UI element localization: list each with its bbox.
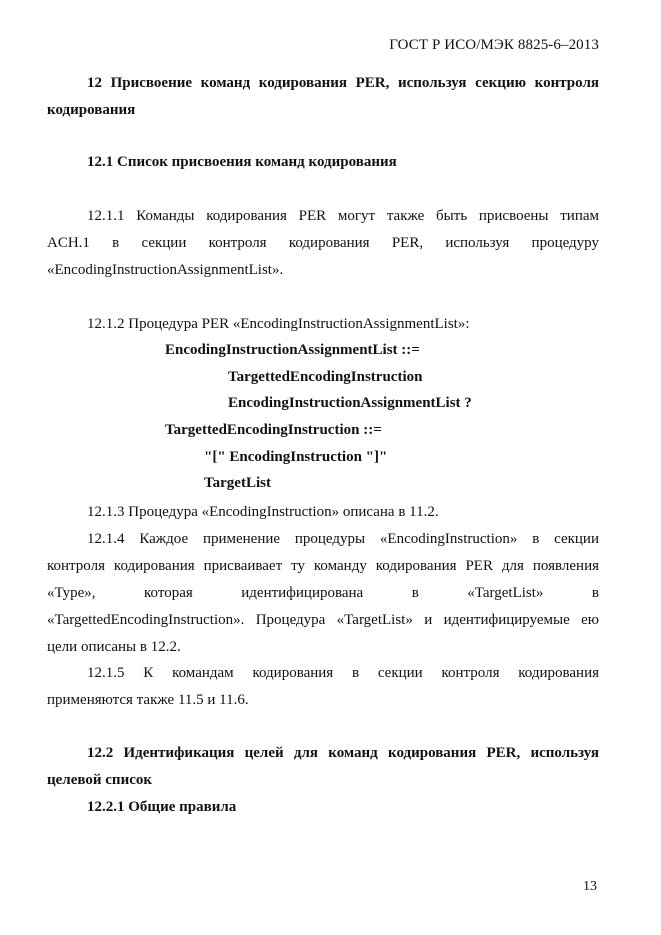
paragraph-12-1-2 bbox=[47, 311, 599, 338]
paragraph-12-1-1-line1: 12.1.1 Команды кодирования PER могут также быть присвоены типам bbox=[87, 208, 599, 224]
section-12-title-line1: 12 Присвоение команд кодирования PER, используя секцию контроля bbox=[87, 75, 599, 91]
paragraph-12-1-2-text: 12.1.2 Процедура PER «EncodingInstructionAssignmentList»: bbox=[87, 316, 470, 332]
section-12-title-line2: кодирования bbox=[47, 102, 136, 118]
section-12-2-title-line1: 12.2 Идентификация целей для команд кодирования PER, используя bbox=[87, 745, 599, 761]
paragraph-12-1-4-line5: цели описаны в 12.2. bbox=[47, 639, 181, 655]
section-12-title bbox=[47, 70, 599, 124]
code-line-5: "[" EncodingInstruction "]" bbox=[204, 449, 388, 465]
section-12-2-1-title: 12.2.1 Общие правила bbox=[87, 799, 237, 815]
section-12-1-title-text: 12.1 Список присвоения команд кодирования bbox=[87, 154, 397, 170]
paragraph-12-1-5-line2: применяются также 11.5 и 11.6. bbox=[47, 692, 249, 708]
paragraph-12-1-3 bbox=[47, 499, 599, 526]
code-line-3: EncodingInstructionAssignmentList ? bbox=[228, 395, 472, 411]
code-line-2: TargettedEncodingInstruction bbox=[228, 369, 423, 385]
section-12-1-title bbox=[47, 149, 599, 176]
paragraph-12-1-5-line1: 12.1.5 К командам кодирования в секции контроля кодирования bbox=[87, 665, 599, 681]
paragraph-12-1-5 bbox=[47, 660, 599, 714]
section-12-2-title-line2: целевой список bbox=[47, 772, 153, 788]
code-line-6: TargetList bbox=[204, 475, 271, 491]
section-12-2-title bbox=[47, 740, 599, 821]
paragraph-12-1-4-line1: 12.1.4 Каждое применение процедуры «EncodingInstruction» в секции bbox=[87, 531, 599, 547]
paragraph-12-1-4 bbox=[47, 526, 599, 661]
standard-header: ГОСТ Р ИСО/МЭК 8825-6–2013 bbox=[389, 37, 599, 53]
paragraph-12-1-1-line3: «EncodingInstructionAssignmentList». bbox=[47, 262, 284, 278]
paragraph-12-1-1-line2: ACH.1 в секции контроля кодирования PER, используя процедуру bbox=[47, 235, 599, 251]
page-number: 13 bbox=[583, 879, 597, 894]
paragraph-12-1-4-line4: «TargettedEncodingInstruction». Процедура «TargetList» и идентифицируемые ею bbox=[47, 612, 599, 628]
paragraph-12-1-1 bbox=[47, 203, 599, 284]
paragraph-12-1-3-text: 12.1.3 Процедура «EncodingInstruction» описана в 11.2. bbox=[87, 504, 439, 520]
paragraph-12-1-4-line2: контроля кодирования присваивает ту команду кодирования PER для появления bbox=[47, 558, 599, 574]
paragraph-12-1-4-line3: «Type», которая идентифицирована в «TargetList» в bbox=[47, 585, 599, 601]
code-line-1: EncodingInstructionAssignmentList ::= bbox=[165, 342, 420, 358]
code-line-4: TargettedEncodingInstruction ::= bbox=[165, 422, 382, 438]
